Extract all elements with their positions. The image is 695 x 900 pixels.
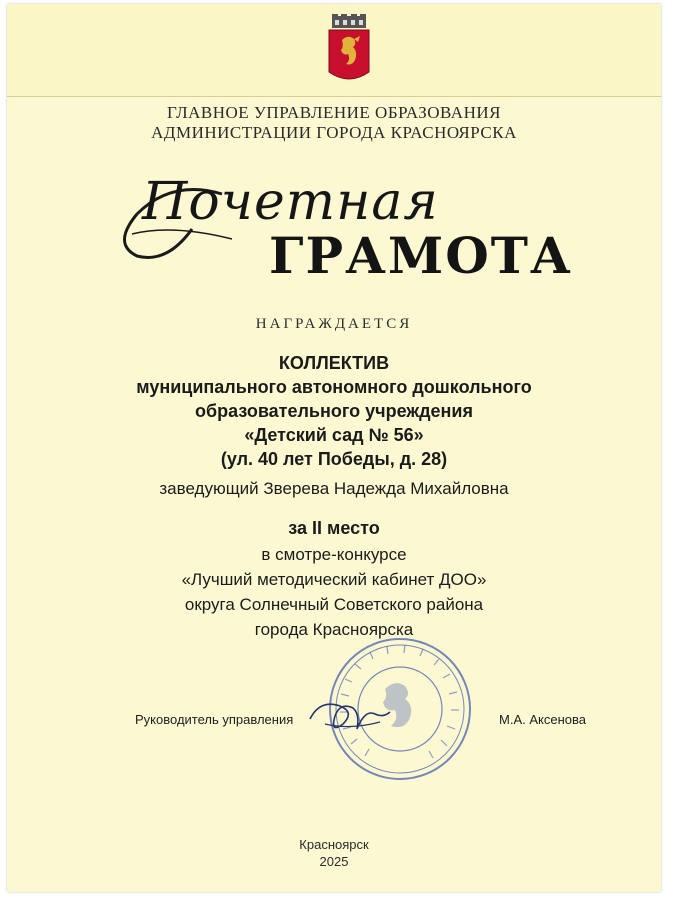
awarded-heading: НАГРАЖДАЕТСЯ [255, 316, 413, 332]
reason-line-5: города Красноярска [254, 620, 414, 639]
reason-line-2: в смотре-конкурсе [261, 545, 407, 564]
reason-place: за II место [288, 518, 380, 538]
organization-line-1: ГЛАВНОЕ УПРАВЛЕНИЕ ОБРАЗОВАНИЯ [167, 103, 501, 122]
coat-of-arms-icon [324, 14, 374, 86]
organization-line-2: АДМИНИСТРАЦИИ ГОРОДА КРАСНОЯРСКА [151, 123, 517, 142]
handwritten-signature [305, 694, 395, 739]
footer-city: Красноярск [299, 837, 369, 852]
title-main: ГРАМОТА [269, 226, 573, 285]
title-script: Почетная [142, 172, 439, 232]
recipient-line-4: «Детский сад № 56» [244, 425, 424, 445]
recipient-address: (ул. 40 лет Победы, д. 28) [220, 449, 448, 469]
recipient-collective: КОЛЛЕКТИВ [278, 353, 390, 373]
signatory-position: Руководитель управления [135, 712, 294, 727]
recipient-head: заведующий Зверева Надежда Михайловна [159, 479, 509, 498]
recipient-line-3: образовательного учреждения [195, 401, 473, 421]
reason-line-3: «Лучший методический кабинет ДОО» [181, 570, 487, 589]
reason-line-4: округа Солнечный Советского района [184, 595, 484, 614]
certificate-page [7, 4, 661, 892]
signatory-name: М.А. Аксенова [499, 712, 586, 727]
recipient-line-2: муниципального автономного дошкольного [136, 377, 532, 397]
footer-year: 2025 [319, 854, 349, 869]
